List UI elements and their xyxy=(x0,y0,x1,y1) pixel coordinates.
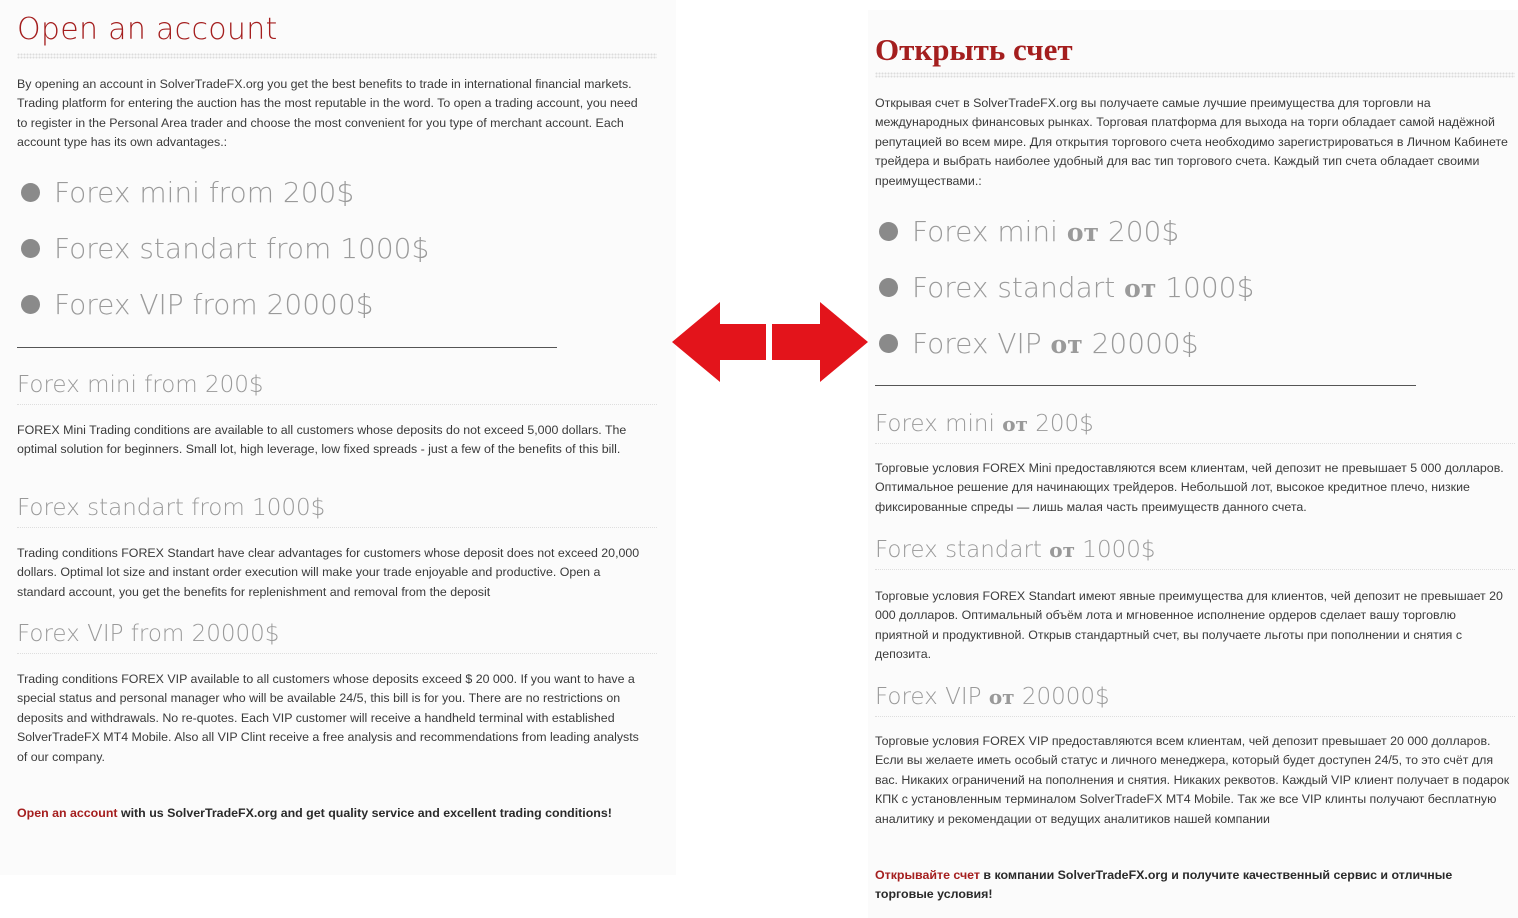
section-text: Trading conditions FOREX VIP available to all customers whose deposits exceed $ 20 000. If you want to have a special status and personal manager who will be available 24/5, this bill is for you. There are no restrictions on deposits and withdrawals. No re-quotes. Each VIP customer will receive a handheld terminal with established SolverTradeFX MT4 Mobile. Also all VIP Clint receive a free analysis and recommendations from leading analysts of our company. xyxy=(17,672,639,764)
footer-text: в компании SolverTradeFX.org и получите качественный сервис и отличные торговые условия! xyxy=(875,868,1453,902)
heading-divider xyxy=(875,443,1515,444)
heading-divider xyxy=(17,527,657,528)
section-text: FOREX Mini Trading conditions are available to all customers whose deposits do not exceed 5,000 dollars. The optimal solution for beginners. Small lot, high leverage, low fixed spreads - just a few of the benefits of this bill. xyxy=(17,423,627,457)
section-text: Торговые условия FOREX Standart имеют явные преимущества для клиентов, чей депозит не превышает 20 000 долларов. Оптимальный объём лота и мгновенное исполнение ордеров сделает вашу торговлю приятной и продуктивной. Открыв стандартный счет, вы получаете льготы при пополнении и снятия с депозита. xyxy=(875,589,1503,662)
section-heading: Forex mini от 200$ xyxy=(875,411,1094,437)
title-divider xyxy=(875,72,1515,78)
footer-text: with us SolverTradeFX.org and get quality service and excellent trading conditions! xyxy=(117,806,612,820)
english-page-panel xyxy=(0,0,676,875)
right-arrow-icon xyxy=(772,302,868,382)
bullet-label: Forex VIP от 20000$ xyxy=(912,326,1199,360)
title-divider xyxy=(17,53,657,59)
section-text: Торговые условия FOREX Mini предоставляются всем клиентам, чей депозит не превышает 5 000 долларов. Оптимальное решение для начинающих трейдеров. Небольшой лот, высокое кредитное плечо, низкие фиксированные спреды — лишь малая часть преимуществ данного счета. xyxy=(875,461,1504,514)
bullet-label: Forex standart от 1000$ xyxy=(912,270,1255,304)
heading-divider xyxy=(17,653,657,654)
heading-divider xyxy=(17,404,657,405)
section-text: Trading conditions FOREX Standart have clear advantages for customers whose deposit does not exceed 20,000 dollars. Optimal lot size and instant order execution will make your trade enjoyable and productive. Open a standard account, you get the benefits for replenishment and removal from the deposit xyxy=(17,546,640,599)
footer-note xyxy=(875,866,1511,905)
page-title: Open an account xyxy=(17,12,278,47)
bullet-dot-icon xyxy=(879,222,898,241)
bullet-dot-icon xyxy=(21,183,40,202)
bullet-item xyxy=(879,212,1179,250)
bullet-item xyxy=(21,173,354,211)
section-separator xyxy=(875,385,1416,386)
bullet-dot-icon xyxy=(21,239,40,258)
intro-paragraph: Открывая счет в SolverTradeFX.org вы получаете самые лучшие преимущества для торговли на международных финансовых рынках. Торговая платформа для выхода на торги обладает самой надёжной репутацией во всем мире. Для открытия торгового счета необходимо зарегистрироваться в Личном Кабинете трейдера и выбрать наиболее удобный для вас тип торгового счета. Каждый тип счета обладает своими преимуществами.: xyxy=(875,96,1508,188)
section-heading: Forex standart от 1000$ xyxy=(875,537,1156,563)
section-separator xyxy=(17,347,557,348)
footer-note xyxy=(17,804,627,823)
bullet-item xyxy=(21,229,429,267)
bullet-item xyxy=(879,324,1199,362)
russian-page-panel xyxy=(868,10,1518,918)
section-heading: Forex mini from 200$ xyxy=(17,372,264,398)
page-title: Открыть счет xyxy=(875,32,1073,67)
heading-divider xyxy=(875,569,1515,570)
bullet-item xyxy=(21,285,373,323)
double-arrow-icon xyxy=(672,302,868,382)
bullet-label: Forex standart from 1000$ xyxy=(54,231,430,265)
bullet-dot-icon xyxy=(879,334,898,353)
bullet-dot-icon xyxy=(879,278,898,297)
left-arrow-icon xyxy=(672,302,766,382)
bullet-label: Forex VIP from 20000$ xyxy=(54,287,374,321)
heading-divider xyxy=(875,716,1515,717)
intro-paragraph: By opening an account in SolverTradeFX.org you get the best benefits to trade in international financial markets. Trading platform for entering the auction has the most reputable in the word. To open a trading account, you need to register in the Personal Area trader and choose the most convenient for you type of merchant account. Each account type has its own advantages.: xyxy=(17,77,638,150)
bullet-item xyxy=(879,268,1254,306)
section-heading: Forex standart from 1000$ xyxy=(17,495,326,521)
bullet-dot-icon xyxy=(21,295,40,314)
bullet-label: Forex mini from 200$ xyxy=(54,175,355,209)
section-heading: Forex VIP от 20000$ xyxy=(875,684,1110,710)
section-text: Торговые условия FOREX VIP предоставляются всем клиентам, чей депозит превышает 20 000 долларов. Если вы желаете иметь особый статус и личного менеджера, который будет доступен 24/5, то это счёт для вас. Никаких ограничений на пополнения и снятия. Никаких реквотов. Каждый VIP клиент получает в подарок КПК с установленным терминалом SolverTradeFX MT4 Mobile. Так же все VIP клинты получают бесплатную аналитику и рекомендации от ведущих аналитиков нашей компании xyxy=(875,734,1510,826)
open-account-link[interactable]: Open an account xyxy=(17,806,118,820)
bullet-label: Forex mini от 200$ xyxy=(912,214,1180,248)
section-heading: Forex VIP from 20000$ xyxy=(17,621,280,647)
open-account-link[interactable]: Открывайте счет xyxy=(875,868,980,882)
